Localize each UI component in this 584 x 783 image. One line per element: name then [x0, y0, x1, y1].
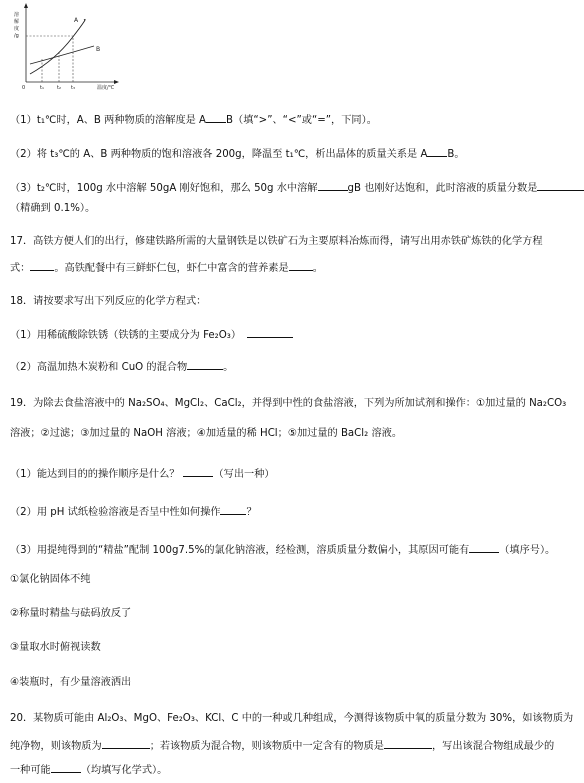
- answer-blank[interactable]: [318, 179, 348, 191]
- q17-text-c: 。: [312, 263, 323, 274]
- answer-blank[interactable]: [183, 465, 213, 477]
- q17-line2: [10, 259, 576, 276]
- q16-part3-text-mid: gB 也刚好达饱和，此时溶液的质量分数是: [347, 183, 538, 194]
- q19-part1: [10, 465, 576, 482]
- answer-blank[interactable]: [206, 111, 226, 123]
- y-axis-label-char: 解: [14, 19, 20, 25]
- q16-part3: [10, 179, 576, 196]
- q20-text-e: （均填写化学式）。: [80, 765, 168, 776]
- q18-part2: [10, 358, 576, 375]
- answer-blank[interactable]: [289, 259, 313, 271]
- q19-line1: 19．为除去食盐溶液中的 Na₂SO₄、MgCl₂、CaCl₂，并得到中性的食盐溶液，下列为所加试剂和操作：①加过量的 Na₂CO₃: [10, 398, 567, 409]
- y-axis-label-char: 溶: [14, 12, 20, 18]
- tick-label-0: 0: [22, 85, 26, 91]
- q19-option-4: ④装瓶时，有少量溶液洒出: [10, 677, 132, 688]
- answer-blank[interactable]: [427, 145, 447, 157]
- q18-part1: [10, 326, 576, 343]
- q19-part1-text: （1）能达到目的的操作顺序是什么？: [10, 469, 180, 480]
- answer-blank[interactable]: [30, 259, 54, 271]
- q16-part2: [10, 145, 576, 162]
- q16-part1: [10, 111, 576, 128]
- q19-option-1: ①氯化钠固体不纯: [10, 574, 91, 585]
- q19-option-2: ②称量时精盐与砝码放反了: [10, 608, 132, 619]
- q18-part1-text: （1）用稀硫酸除铁锈（铁锈的主要成分为 Fe₂O₃）: [10, 330, 242, 341]
- y-axis-label-char: /g: [14, 33, 19, 39]
- q17-text-b: 。高铁配餐中有三鲜虾仁包，虾仁中富含的营养素是: [54, 263, 289, 274]
- curve-label-b: B: [96, 46, 101, 53]
- q16-part2-text-end: B。: [447, 149, 465, 160]
- q16-part3-note: （精确到 0.1%）。: [10, 203, 96, 214]
- x-axis-label: 温度/℃: [97, 85, 115, 91]
- q19-part2-text: （2）用 pH 试纸检验溶液是否呈中性如何操作: [10, 507, 221, 518]
- q20-line1: 20．某物质可能由 Al₂O₃、MgO、Fe₂O₃、KCl、C 中的一种或几种组成，今测得该物质中氧的质量分数为 30%，如该物质为: [10, 713, 574, 724]
- q18-part2-text: （2）高温加热木炭粉和 CuO 的混合物: [10, 362, 188, 373]
- tick-label-t2: t₂: [57, 85, 61, 91]
- q20-line2: [10, 737, 576, 754]
- tick-label-t3: t₃: [71, 85, 75, 91]
- q19-part2-text-end: ？: [246, 507, 257, 518]
- solubility-curve-a: [30, 19, 85, 74]
- q19-line2: 溶液；②过滤；③加过量的 NaOH 溶液；④加适量的稀 HCl；⑤加过量的 BaCl₂ 溶液。: [10, 428, 403, 439]
- answer-blank[interactable]: [102, 737, 150, 749]
- q19-part3: [10, 541, 576, 558]
- q16-part1-text-end: B（填“>”、“<”或“=”，下同）。: [226, 115, 377, 126]
- solubility-figure: [0, 0, 130, 92]
- q16-part3-text: （3）t₂℃时，100g 水中溶解 50gA 刚好饱和，那么 50g 水中溶解: [10, 183, 318, 194]
- answer-blank[interactable]: [537, 179, 584, 191]
- q19-part3-text-end: （填序号）。: [499, 545, 556, 556]
- y-axis-arrow-icon: [24, 3, 28, 8]
- q18-title: 18．请按要求写出下列反应的化学方程式：: [10, 296, 207, 307]
- q19-option-3: ③量取水时俯视读数: [10, 642, 101, 653]
- q16-part1-text: （1）t₁℃时，A、B 两种物质的溶解度是 A: [10, 115, 207, 126]
- q18-part2-text-end: 。: [223, 362, 234, 373]
- q16-part2-text: （2）将 t₃℃的 A、B 两种物质的饱和溶液各 200g，降温至 t₁℃，析出晶体的质量关系是 A: [10, 149, 428, 160]
- answer-blank[interactable]: [51, 761, 81, 773]
- answer-blank[interactable]: [187, 358, 223, 370]
- y-axis-label-char: 度: [14, 26, 20, 32]
- answer-blank[interactable]: [220, 503, 246, 515]
- y-axis-label: [14, 11, 19, 39]
- q19-part1-text-end: （写出一种）: [213, 469, 275, 480]
- q19-part3-text: （3）用提纯得到的“精盐”配制 100g7.5%的氯化钠溶液，经检测，溶质质量分数偏小，其原因可能有: [10, 545, 470, 556]
- q20-line3: [10, 761, 576, 778]
- q19-part2: [10, 503, 576, 520]
- tick-label-t1: t₁: [40, 85, 44, 91]
- answer-blank[interactable]: [384, 737, 432, 749]
- curve-label-a: A: [74, 17, 79, 24]
- x-axis-arrow-icon: [114, 80, 119, 84]
- q20-text-d: 一种可能: [10, 765, 51, 776]
- q17-text-a: 式：: [10, 263, 31, 274]
- answer-blank[interactable]: [469, 541, 499, 553]
- q20-text-a: 纯净物，则该物质为: [10, 741, 102, 752]
- q17-line1: 17．高铁方便人们的出行，修建铁路所需的大量钢铁是以铁矿石为主要原料冶炼而得，请写出用赤铁矿炼铁的化学方程: [10, 236, 543, 247]
- answer-blank[interactable]: [247, 326, 293, 338]
- q20-text-c: ，写出该混合物组成最少的: [432, 741, 555, 752]
- q20-text-b: ；若该物质为混合物，则该物质中一定含有的物质是: [149, 741, 384, 752]
- solubility-curve-b: [30, 46, 94, 64]
